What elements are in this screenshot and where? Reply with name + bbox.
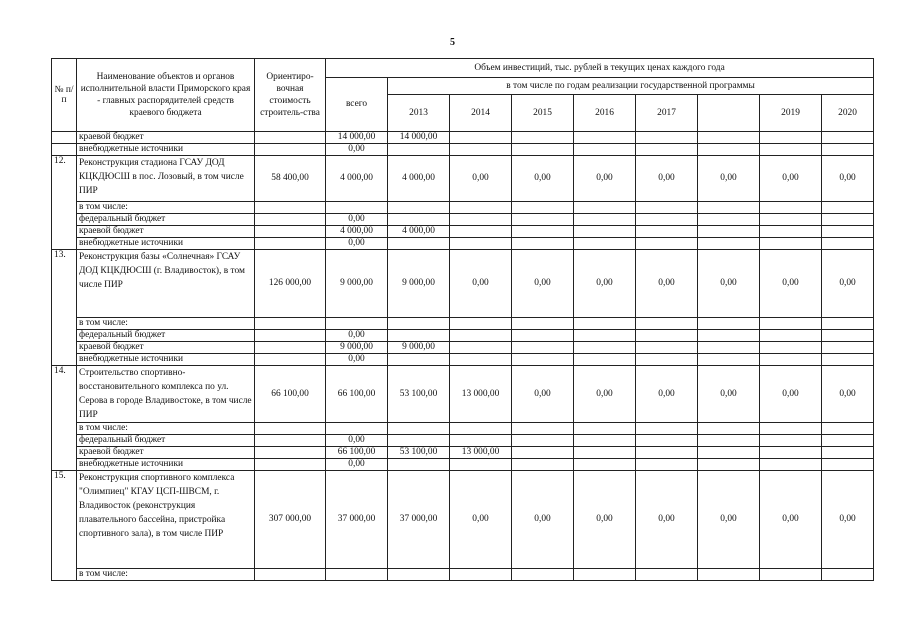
table-row [52,459,874,471]
row-year-cell [636,238,698,250]
row-cost [255,569,326,581]
object-year-value: 0,00 [512,250,574,318]
row-year-cell [698,423,760,435]
row-cost [255,459,326,471]
header-year: 2017 [636,95,698,132]
row-y2013 [388,238,450,250]
row-year-cell [698,144,760,156]
object-year-value: 0,00 [760,366,822,423]
row-year-cell [636,214,698,226]
row-year-cell [822,330,874,342]
object-name: Реконструкция стадиона ГСАУ ДОД КЦКДЮСШ в пос. Лозовый, в том числе ПИР [77,156,255,202]
object-year-value: 0,00 [822,471,874,569]
row-total: 9 000,00 [326,342,388,354]
row-cost [255,132,326,144]
object-year-value: 0,00 [822,366,874,423]
object-year-value: 0,00 [450,250,512,318]
row-year-cell [636,354,698,366]
row-year-cell [760,144,822,156]
object-year-value: 53 100,00 [388,366,450,423]
object-year-value: 0,00 [636,471,698,569]
object-year-value: 0,00 [698,471,760,569]
row-year-cell [574,132,636,144]
row-year-cell [636,423,698,435]
row-year-cell [636,132,698,144]
object-year-value: 0,00 [512,156,574,202]
object-year-value: 0,00 [760,156,822,202]
row-year-cell [822,132,874,144]
row-year-cell [636,342,698,354]
object-cost: 126 000,00 [255,250,326,318]
object-year-value: 9 000,00 [388,250,450,318]
row-year-cell [822,459,874,471]
row-year-cell [760,447,822,459]
row-y2013: 9 000,00 [388,342,450,354]
header-total: всего [326,78,388,132]
row-year-cell [698,435,760,447]
object-row [52,366,874,423]
page-number: 5 [450,37,455,48]
row-year-cell [822,214,874,226]
object-row [52,156,874,202]
row-year-cell [574,214,636,226]
table-row [52,569,874,581]
row-year-cell [512,226,574,238]
row-year-cell [698,226,760,238]
row-year-cell [512,202,574,214]
row-total: 4 000,00 [326,226,388,238]
table-row [52,214,874,226]
row-year-cell [760,214,822,226]
row-y2014 [450,435,512,447]
row-year-cell [822,238,874,250]
row-year-cell [760,459,822,471]
table-row [52,238,874,250]
object-year-value: 0,00 [574,471,636,569]
table-row [52,202,874,214]
row-year-cell [822,569,874,581]
table-row [52,226,874,238]
row-year-cell [698,238,760,250]
row-cost [255,202,326,214]
row-year-cell [760,202,822,214]
object-year-value: 0,00 [698,250,760,318]
object-year-value: 0,00 [512,366,574,423]
row-y2013 [388,354,450,366]
row-year-cell [822,318,874,330]
row-y2014 [450,144,512,156]
object-year-value: 0,00 [574,366,636,423]
object-name: Строительство спортивно-восстановительного комплекса по ул. Серова в городе Владивостоке, в том числе ПИР [77,366,255,423]
row-y2014 [450,342,512,354]
row-total: 14 000,00 [326,132,388,144]
header-year: 2016 [574,95,636,132]
object-total: 9 000,00 [326,250,388,318]
row-year-cell [512,330,574,342]
object-name: Реконструкция спортивного комплекса "Олимпиец" КГАУ ЦСП-ШВСМ, г. Владивосток (реконструкция плавательного бассейна, пристройка спортивного зала), в том числе ПИР [77,471,255,569]
row-total: 0,00 [326,435,388,447]
header-year: 2015 [512,95,574,132]
header-name: Наименование объектов и органов исполнительной власти Приморского края - главных распорядителей средств краевого бюджета [77,59,255,132]
row-year-cell [822,435,874,447]
row-cost [255,423,326,435]
row-y2014 [450,569,512,581]
row-index: 13. [52,250,77,366]
row-year-cell [822,144,874,156]
table-row [52,132,874,144]
header-num: № п/п [52,59,77,132]
row-year-cell [512,435,574,447]
header-year [698,95,760,132]
row-year-cell [636,226,698,238]
row-year-cell [760,318,822,330]
row-year-cell [822,202,874,214]
row-index: 12. [52,156,77,250]
row-name: краевой бюджет [77,447,255,459]
row-y2014 [450,318,512,330]
object-year-value: 0,00 [636,366,698,423]
row-year-cell [760,569,822,581]
row-cost [255,238,326,250]
row-index: 14. [52,366,77,471]
row-name: краевой бюджет [77,132,255,144]
object-row [52,250,874,318]
row-cost [255,226,326,238]
row-year-cell [760,132,822,144]
row-total: 0,00 [326,459,388,471]
row-year-cell [512,423,574,435]
row-year-cell [822,447,874,459]
object-name: Реконструкция базы «Солнечная» ГСАУ ДОД КЦКДЮСШ (г. Владивосток), в том числе ПИР [77,250,255,318]
row-year-cell [636,569,698,581]
table-row [52,447,874,459]
row-year-cell [574,226,636,238]
row-name: краевой бюджет [77,226,255,238]
row-year-cell [574,435,636,447]
table-row [52,342,874,354]
row-total: 0,00 [326,144,388,156]
row-cost [255,447,326,459]
row-total [326,423,388,435]
row-name: внебюджетные источники [77,144,255,156]
row-total: 0,00 [326,330,388,342]
row-year-cell [698,447,760,459]
row-name: в том числе: [77,202,255,214]
row-year-cell [698,354,760,366]
row-y2013 [388,330,450,342]
row-y2013 [388,144,450,156]
row-year-cell [512,238,574,250]
object-year-value: 0,00 [574,156,636,202]
row-year-cell [760,238,822,250]
header-year: 2019 [760,95,822,132]
header-cost: Ориентиро-вочная стоимость строитель-ства [255,59,326,132]
row-cost [255,318,326,330]
object-year-value: 37 000,00 [388,471,450,569]
row-y2014 [450,214,512,226]
row-year-cell [574,238,636,250]
row-y2013 [388,214,450,226]
row-year-cell [698,459,760,471]
object-year-value: 0,00 [822,250,874,318]
row-year-cell [574,423,636,435]
object-year-value: 0,00 [698,156,760,202]
row-y2014 [450,202,512,214]
row-name: внебюджетные источники [77,238,255,250]
header-volume: Объем инвестиций, тыс. рублей в текущих ценах каждого года [326,59,874,78]
row-total: 0,00 [326,214,388,226]
row-year-cell [760,354,822,366]
row-y2014 [450,226,512,238]
row-year-cell [698,132,760,144]
row-total [326,202,388,214]
row-name: внебюджетные источники [77,354,255,366]
table-row [52,423,874,435]
row-year-cell [574,342,636,354]
table-header [52,59,874,132]
header-year: 2013 [388,95,450,132]
object-year-value: 0,00 [450,471,512,569]
object-year-value: 0,00 [760,250,822,318]
row-year-cell [636,202,698,214]
object-row [52,471,874,569]
row-year-cell [822,226,874,238]
row-y2014 [450,423,512,435]
row-name: краевой бюджет [77,342,255,354]
row-year-cell [512,318,574,330]
row-cost [255,354,326,366]
row-year-cell [698,318,760,330]
row-year-cell [636,318,698,330]
object-cost: 66 100,00 [255,366,326,423]
table-body [52,132,874,581]
object-year-value: 0,00 [822,156,874,202]
row-year-cell [574,459,636,471]
row-index: 15. [52,471,77,581]
row-year-cell [698,569,760,581]
header-years-label: в том числе по годам реализации государственной программы [388,78,874,95]
row-y2014 [450,330,512,342]
object-year-value: 13 000,00 [450,366,512,423]
row-name: в том числе: [77,318,255,330]
row-cost [255,435,326,447]
row-year-cell [636,435,698,447]
table-row [52,435,874,447]
row-y2013 [388,569,450,581]
row-year-cell [512,459,574,471]
row-y2013: 14 000,00 [388,132,450,144]
row-y2013 [388,435,450,447]
row-year-cell [698,202,760,214]
row-total [326,318,388,330]
row-y2013: 53 100,00 [388,447,450,459]
row-year-cell [822,354,874,366]
object-year-value: 0,00 [450,156,512,202]
table-row [52,144,874,156]
row-y2014 [450,132,512,144]
row-year-cell [760,423,822,435]
object-total: 66 100,00 [326,366,388,423]
table-row [52,330,874,342]
row-year-cell [760,330,822,342]
table-row [52,318,874,330]
row-year-cell [574,447,636,459]
row-name: внебюджетные источники [77,459,255,471]
row-year-cell [698,330,760,342]
header-year: 2020 [822,95,874,132]
table-row [52,354,874,366]
row-cost [255,330,326,342]
row-total: 66 100,00 [326,447,388,459]
header-year: 2014 [450,95,512,132]
row-year-cell [636,144,698,156]
row-year-cell [512,342,574,354]
row-year-cell [574,354,636,366]
row-year-cell [574,144,636,156]
row-cost [255,214,326,226]
row-year-cell [574,330,636,342]
row-cost [255,342,326,354]
row-y2014: 13 000,00 [450,447,512,459]
row-year-cell [636,447,698,459]
row-index [52,132,77,144]
row-year-cell [698,214,760,226]
row-year-cell [760,435,822,447]
row-name: в том числе: [77,423,255,435]
row-year-cell [574,202,636,214]
row-y2014 [450,354,512,366]
row-y2014 [450,459,512,471]
row-year-cell [574,318,636,330]
row-year-cell [574,569,636,581]
row-year-cell [760,226,822,238]
row-index [52,144,77,156]
object-year-value: 0,00 [698,366,760,423]
row-y2013 [388,202,450,214]
object-cost: 307 000,00 [255,471,326,569]
row-y2013 [388,423,450,435]
row-year-cell [512,447,574,459]
object-total: 4 000,00 [326,156,388,202]
row-year-cell [512,214,574,226]
object-year-value: 0,00 [574,250,636,318]
row-year-cell [512,144,574,156]
object-year-value: 0,00 [512,471,574,569]
row-name: федеральный бюджет [77,435,255,447]
row-name: в том числе: [77,569,255,581]
row-y2013: 4 000,00 [388,226,450,238]
row-year-cell [760,342,822,354]
row-year-cell [636,330,698,342]
object-year-value: 0,00 [636,156,698,202]
row-year-cell [822,342,874,354]
row-y2014 [450,238,512,250]
row-name: федеральный бюджет [77,330,255,342]
row-year-cell [512,569,574,581]
object-total: 37 000,00 [326,471,388,569]
object-cost: 58 400,00 [255,156,326,202]
row-total: 0,00 [326,354,388,366]
row-y2013 [388,318,450,330]
object-year-value: 4 000,00 [388,156,450,202]
row-cost [255,144,326,156]
row-year-cell [512,354,574,366]
row-year-cell [698,342,760,354]
object-year-value: 0,00 [636,250,698,318]
investment-table [51,58,874,581]
row-year-cell [822,423,874,435]
row-y2013 [388,459,450,471]
row-name: федеральный бюджет [77,214,255,226]
row-year-cell [512,132,574,144]
row-total: 0,00 [326,238,388,250]
row-total [326,569,388,581]
object-year-value: 0,00 [760,471,822,569]
row-year-cell [636,459,698,471]
